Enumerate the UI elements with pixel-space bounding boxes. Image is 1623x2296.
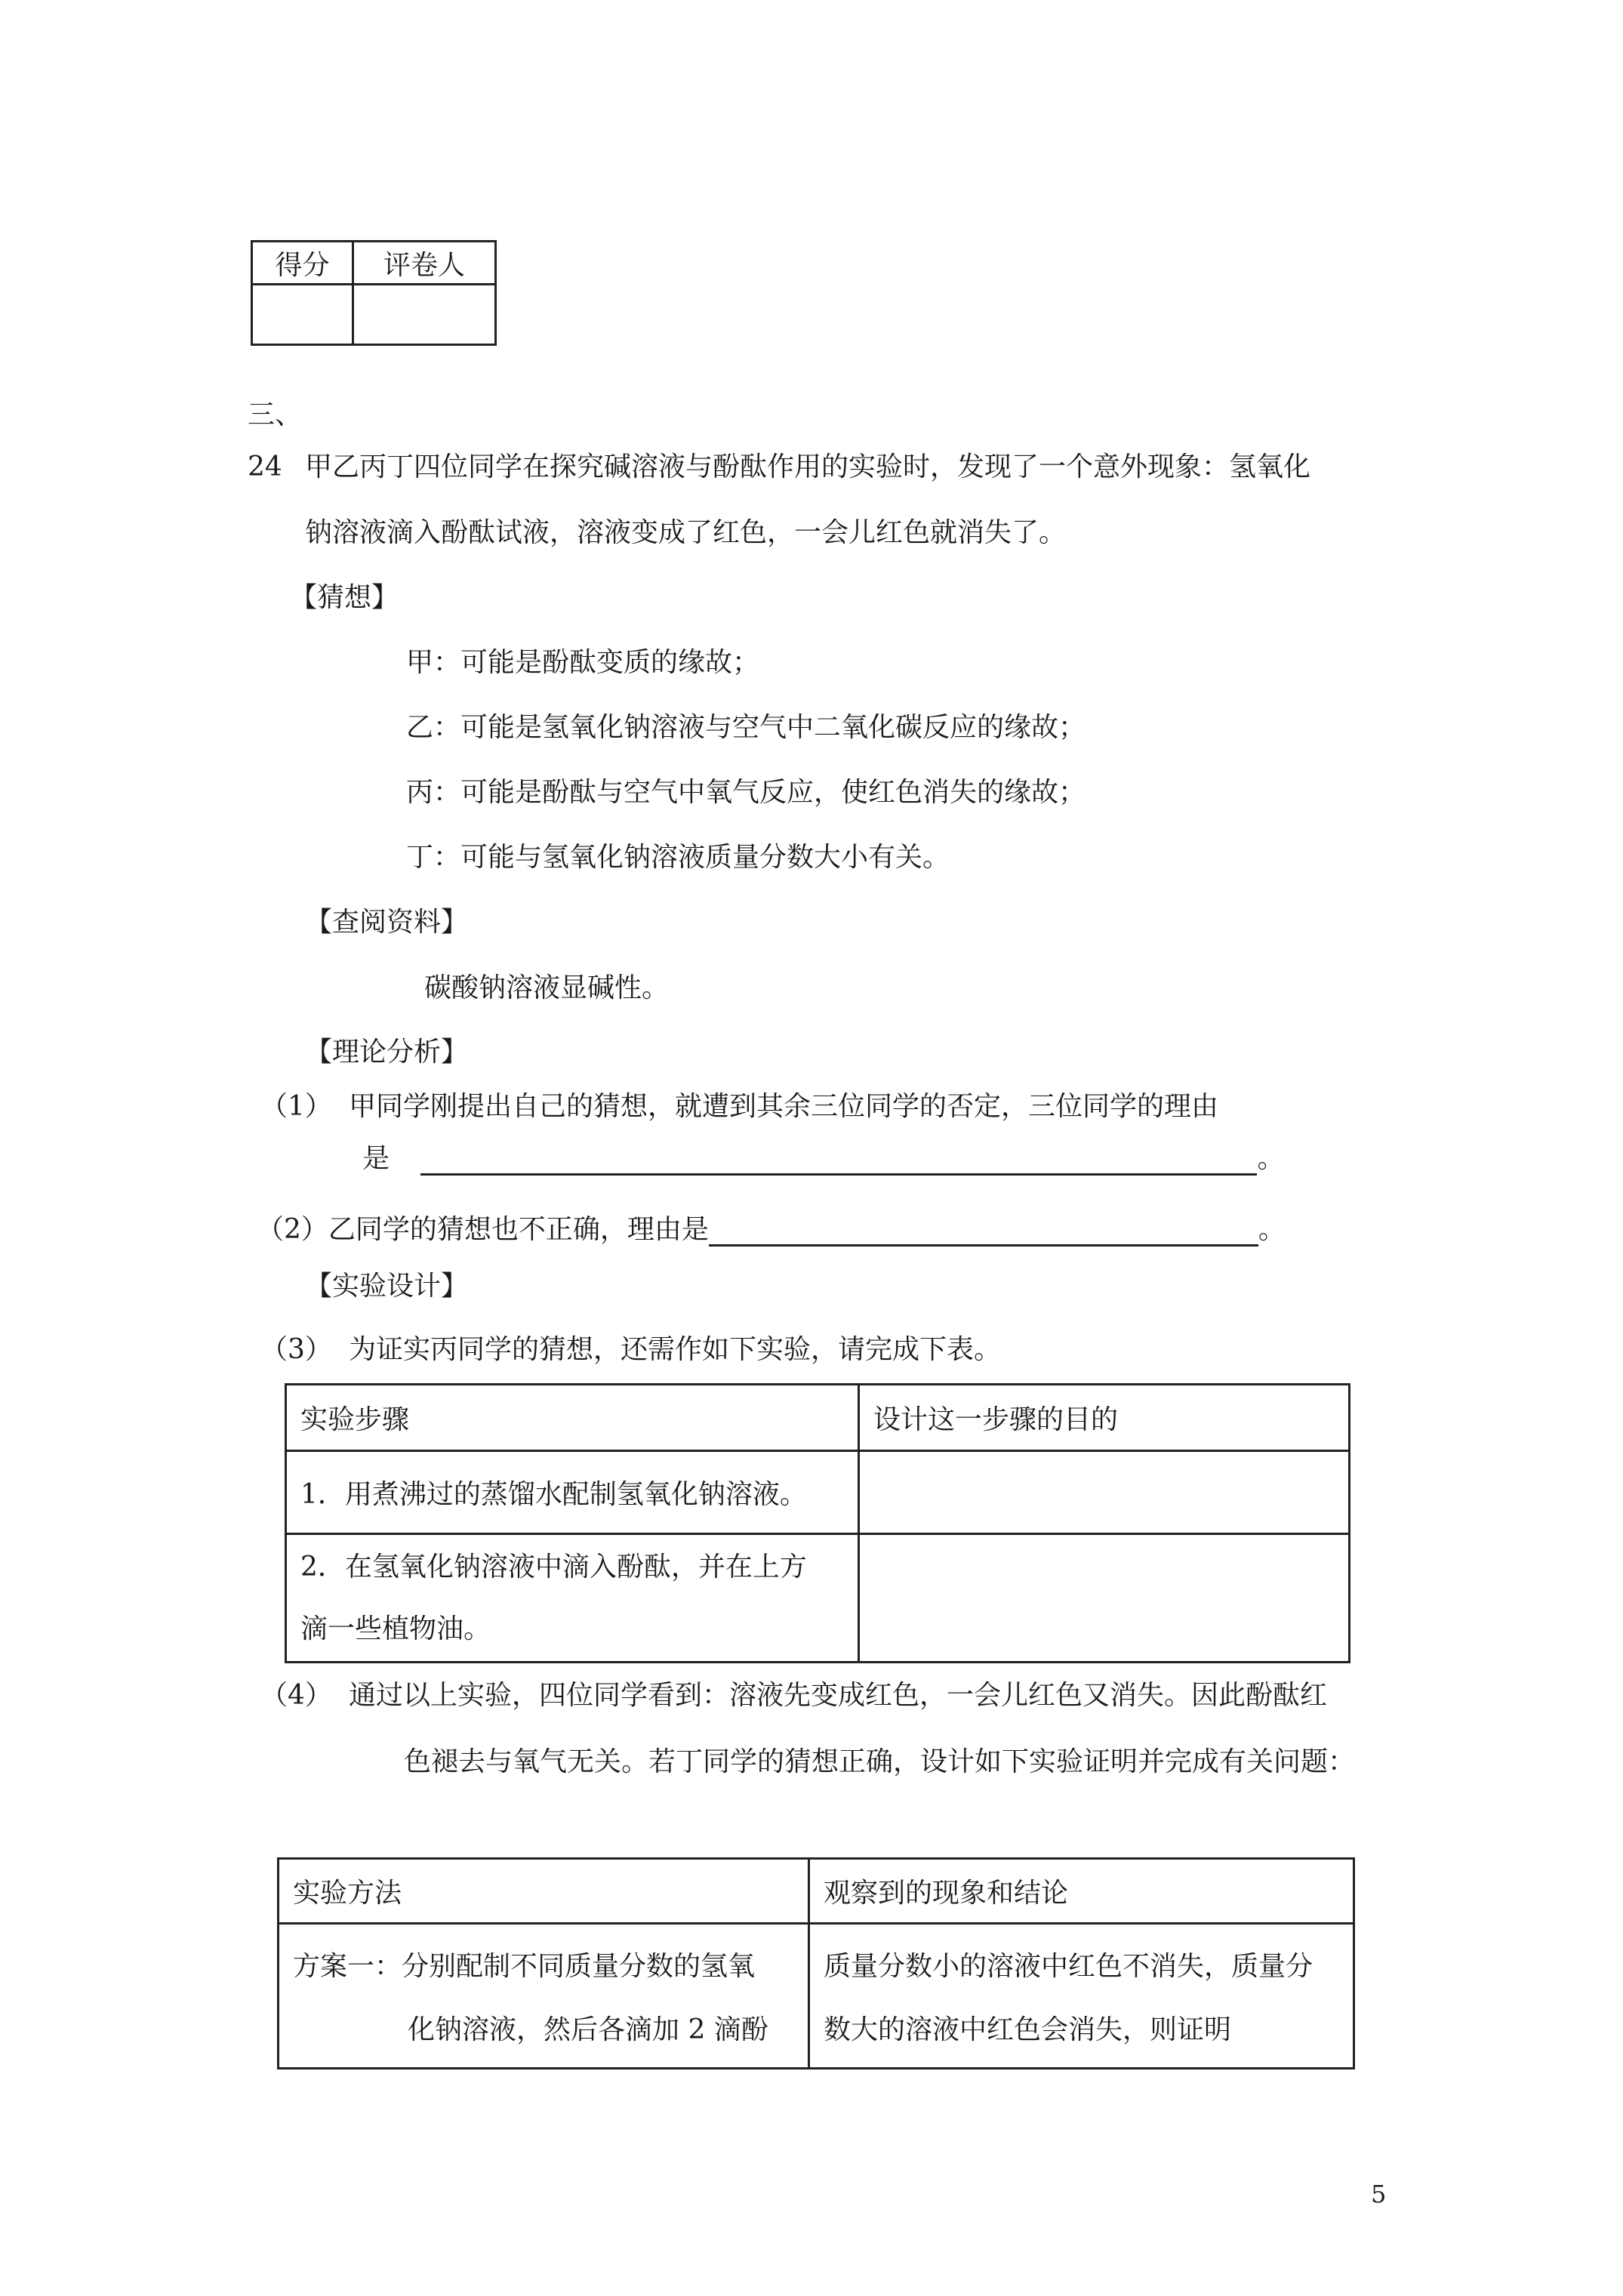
score-cell[interactable] [252, 285, 353, 345]
q2-text: （2）乙同学的猜想也不正确，理由是 [257, 1214, 709, 1245]
guess-item: 甲：可能是酚酞变质的缘故； [406, 647, 760, 678]
q4-number: （4） [260, 1680, 332, 1711]
reference-heading: 【查阅资料】 [305, 907, 469, 938]
table-header: 实验步骤 [286, 1385, 859, 1451]
cell-line: 2．在氢氧化钠溶液中滴入酚酞，并在上方 [300, 1551, 807, 1583]
guess-heading: 【猜想】 [290, 582, 399, 613]
q1-text: 甲同学刚提出自己的猜想，就遭到其余三位同学的否定，三位同学的理由 [349, 1091, 1219, 1122]
q2-end: 。 [1258, 1214, 1286, 1245]
q1-end: 。 [1257, 1143, 1285, 1174]
method-table [277, 1857, 1355, 2069]
answer-cell[interactable] [859, 1534, 1350, 1663]
table-header: 实验方法 [279, 1859, 809, 1924]
design-table [285, 1383, 1350, 1663]
q2-line [257, 1211, 1286, 1247]
q1-number: （1） [260, 1091, 332, 1122]
score-label: 得分 [252, 242, 353, 285]
q2-answer-blank[interactable] [709, 1211, 1258, 1247]
cell-line: 方案一：分别配制不同质量分数的氢氧 [293, 1950, 756, 1982]
q4-line2: 色褪去与氧气无关。若丁同学的猜想正确，设计如下实验证明并完成有关问题： [404, 1746, 1356, 1777]
guess-item: 丁：可能与氢氧化钠溶液质量分数大小有关。 [406, 842, 950, 873]
q1-continuation [362, 1140, 1284, 1176]
cell-line: 化钠溶液，然后各滴加 2 滴酚 [408, 2014, 768, 2045]
score-box [251, 240, 497, 346]
table-header: 设计这一步骤的目的 [859, 1385, 1350, 1451]
page-number: 5 [1371, 2180, 1387, 2208]
table-cell [286, 1534, 859, 1663]
q1-answer-blank[interactable] [420, 1140, 1257, 1176]
q1-cont-label: 是 [362, 1143, 390, 1174]
reference-text: 碳酸钠溶液显碱性。 [424, 972, 670, 1003]
method-cell [279, 1924, 809, 2069]
question-intro-line2: 钠溶液滴入酚酞试液，溶液变成了红色，一会儿红色就消失了。 [305, 517, 1067, 548]
grader-label: 评卷人 [353, 242, 496, 285]
cell-line: 质量分数小的溶液中红色不消失，质量分 [824, 1950, 1313, 1982]
question-number: 24 [248, 451, 282, 482]
guess-item: 丙：可能是酚酞与空气中氧气反应，使红色消失的缘故； [406, 777, 1086, 808]
table-header: 观察到的现象和结论 [809, 1859, 1354, 1924]
table-cell: 1．用煮沸过的蒸馏水配制氢氧化钠溶液。 [286, 1451, 859, 1534]
grader-cell[interactable] [353, 285, 496, 345]
analysis-heading: 【理论分析】 [305, 1037, 469, 1068]
design-heading: 【实验设计】 [305, 1271, 469, 1302]
q3-number: （3） [260, 1334, 332, 1365]
cell-line: 滴一些植物油。 [300, 1613, 491, 1644]
q4-line1: 通过以上实验，四位同学看到：溶液先变成红色，一会儿红色又消失。因此酚酞红 [349, 1680, 1328, 1711]
guess-item: 乙：可能是氢氧化钠溶液与空气中二氧化碳反应的缘故； [406, 712, 1086, 743]
q3-text: 为证实丙同学的猜想，还需作如下实验，请完成下表。 [349, 1334, 1002, 1365]
section-heading: 三、 [248, 399, 303, 430]
question-intro-line1: 甲乙丙丁四位同学在探究碱溶液与酚酞作用的实验时，发现了一个意外现象：氢氧化 [305, 451, 1311, 482]
answer-cell[interactable] [859, 1451, 1350, 1534]
result-cell [809, 1924, 1354, 2069]
cell-line: 数大的溶液中红色会消失，则证明 [824, 2014, 1232, 2045]
